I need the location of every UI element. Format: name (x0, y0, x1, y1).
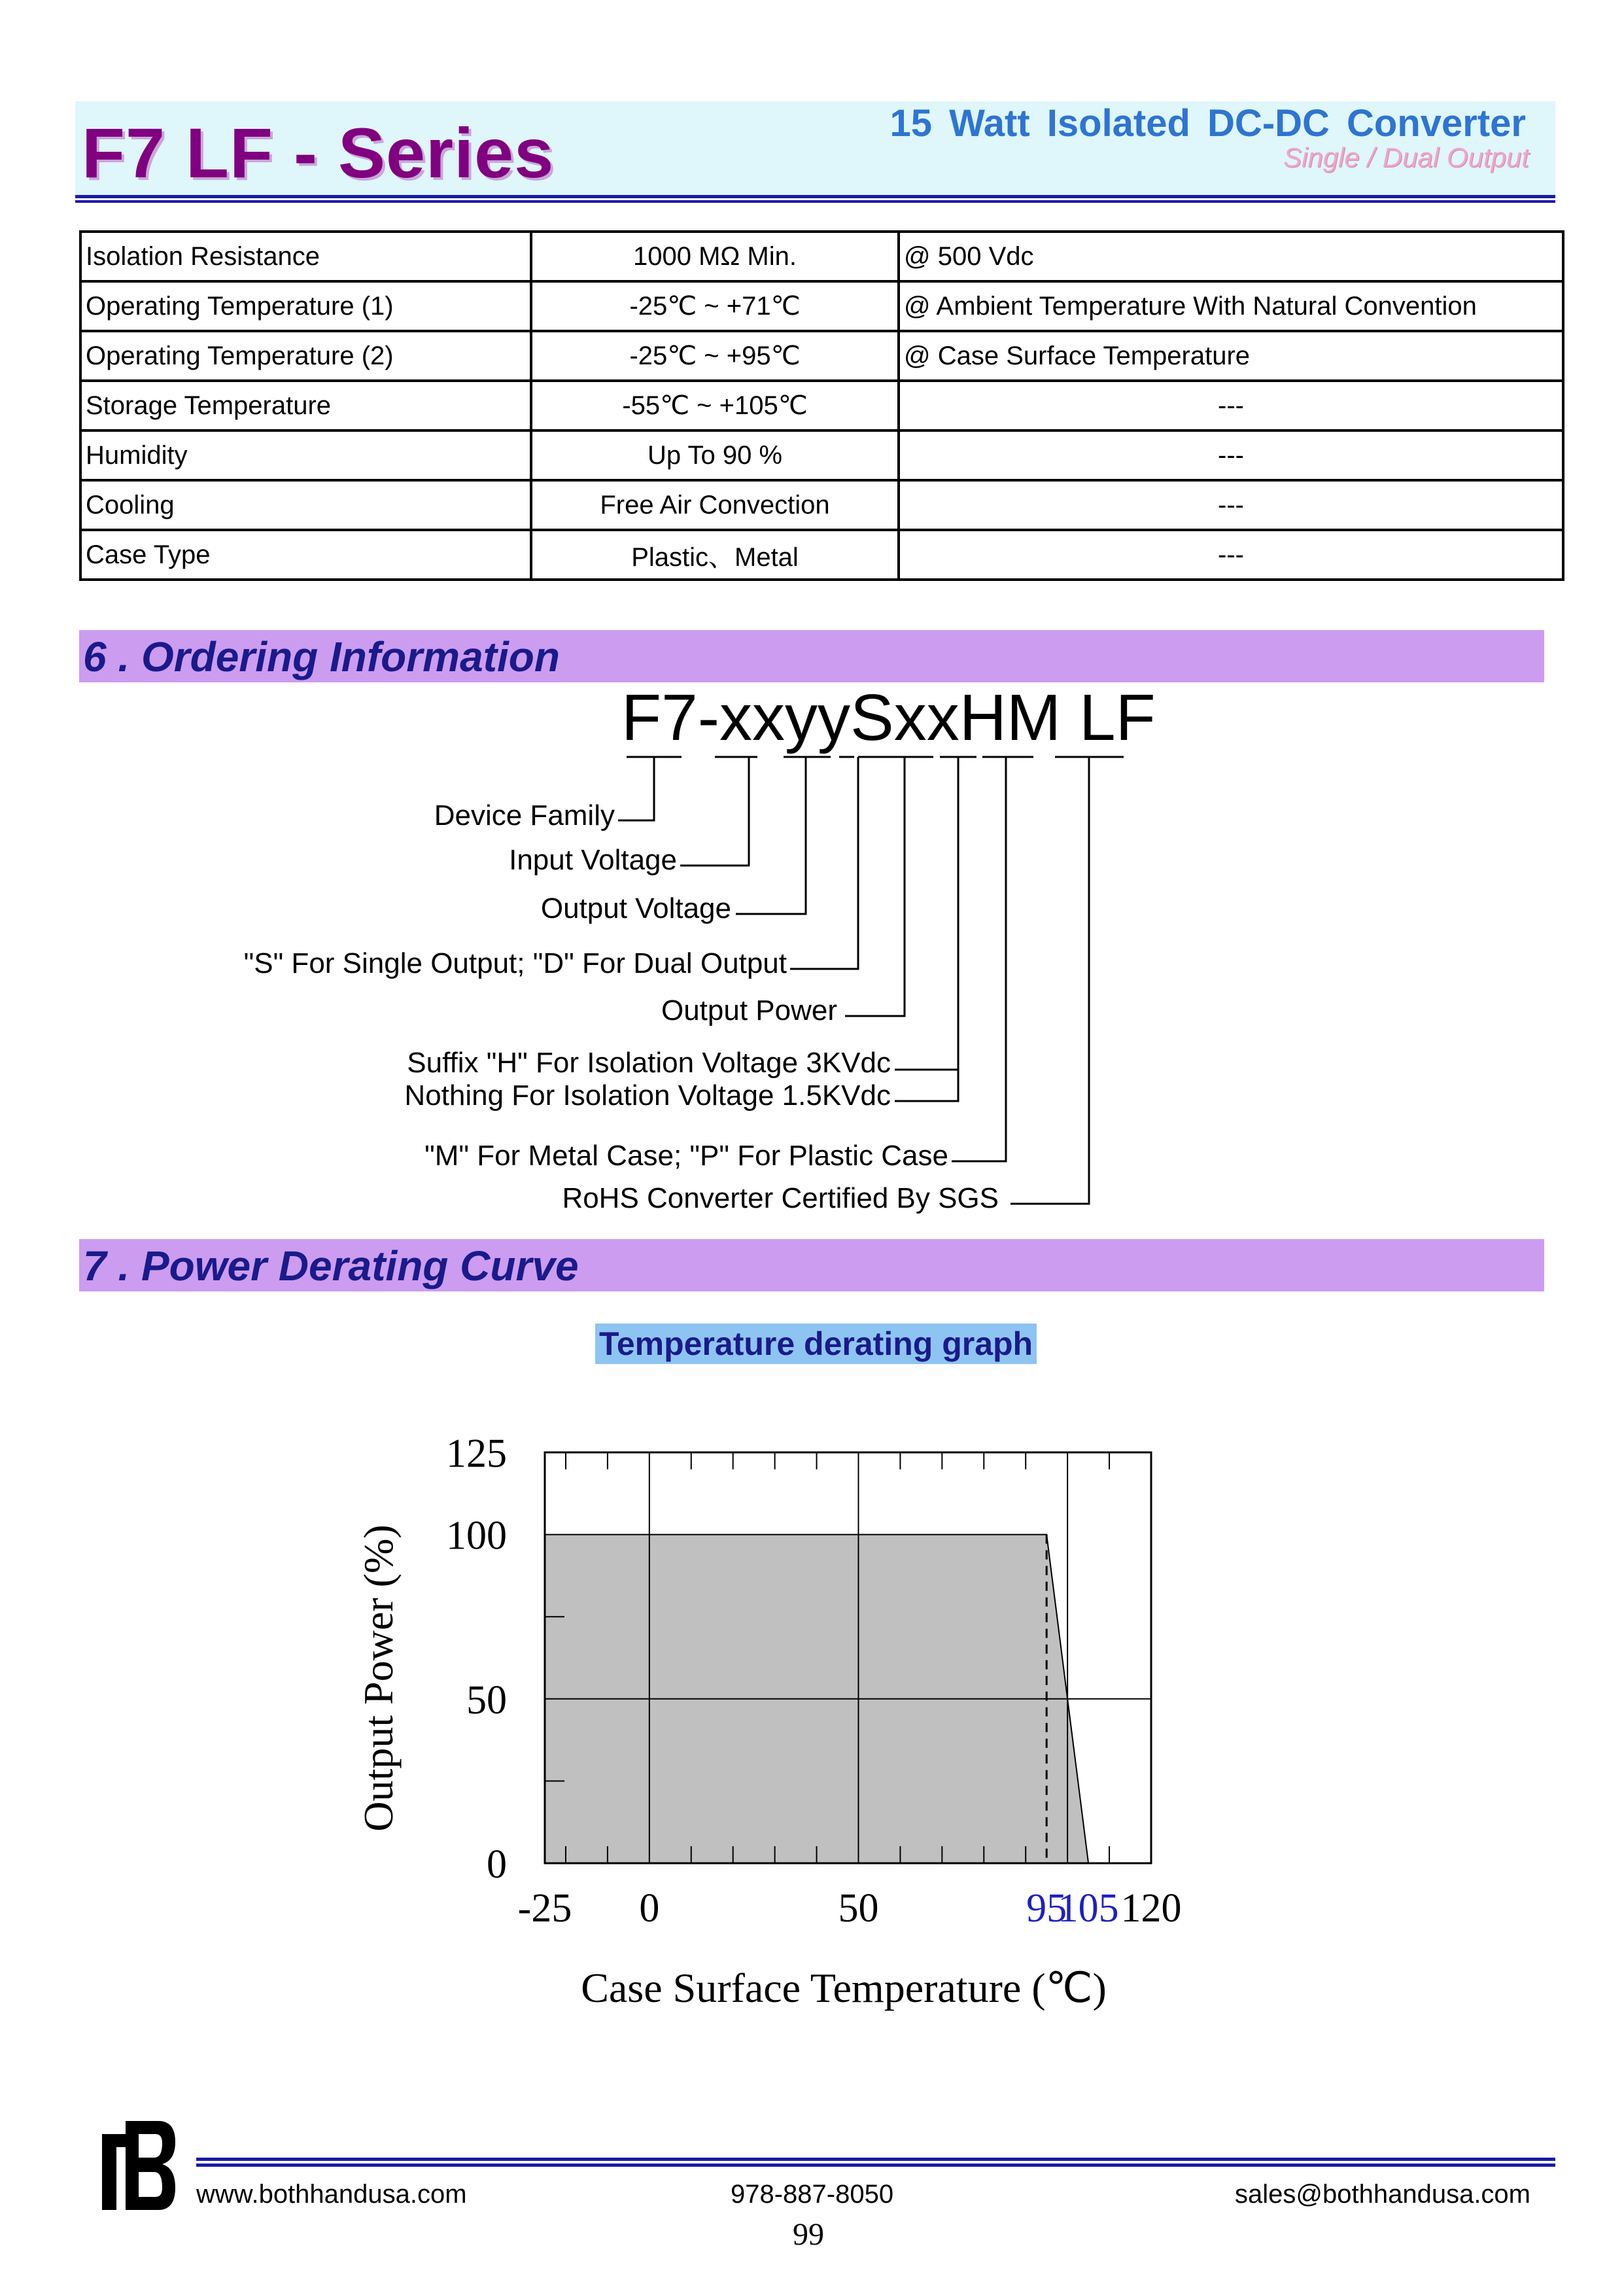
spec-value: -55℃ ~ +105℃ (531, 381, 899, 430)
ordering-label: RoHS Converter Certified By SGS (562, 1182, 999, 1214)
x-tick-label: -25 (517, 1886, 572, 1931)
chart-title: Temperature derating graph (595, 1323, 1037, 1364)
x-tick-label: 105 (1058, 1886, 1119, 1931)
series-title: F7 LF - Series (82, 113, 555, 192)
spec-parameter: Isolation Resistance (80, 232, 531, 281)
ordering-heading: 6 . Ordering Information (83, 633, 560, 680)
spec-value: Free Air Convection (531, 480, 899, 530)
y-tick-label: 125 (446, 1431, 507, 1476)
spec-condition: --- (899, 480, 1563, 530)
x-axis-label: Case Surface Temperature (℃) (581, 1965, 1107, 2011)
x-tick-label: 120 (1120, 1886, 1182, 1931)
page-number: 99 (793, 2217, 824, 2252)
spec-value: Plastic、Metal (531, 530, 899, 580)
spec-condition: @ 500 Vdc (899, 232, 1563, 281)
spec-parameter: Storage Temperature (80, 381, 531, 430)
x-tick-label: 0 (639, 1886, 660, 1931)
ordering-label: Device Family (434, 799, 615, 832)
ordering-label: Nothing For Isolation Voltage 1.5KVdc (404, 1079, 891, 1112)
spec-value: -25℃ ~ +71℃ (531, 281, 899, 331)
ordering-label: Input Voltage (509, 844, 677, 876)
spec-parameter: Cooling (80, 480, 531, 530)
ordering-label: "M" For Metal Case; "P" For Plastic Case (424, 1140, 948, 1172)
spec-condition: --- (899, 530, 1563, 580)
product-description: 15 Watt Isolated DC-DC Converter (890, 102, 1526, 145)
ordering-label: "S" For Single Output; "D" For Dual Output (243, 947, 787, 979)
ordering-label: Output Power (661, 994, 837, 1026)
spec-parameter: Operating Temperature (1) (80, 281, 531, 331)
y-tick-label: 50 (466, 1677, 507, 1723)
spec-value: -25℃ ~ +95℃ (531, 331, 899, 381)
spec-condition: --- (899, 381, 1563, 430)
footer-rule-top (196, 2158, 1555, 2161)
spec-condition: --- (899, 430, 1563, 480)
spec-parameter: Case Type (80, 530, 531, 580)
spec-parameter: Humidity (80, 430, 531, 480)
ordering-label: Suffix "H" For Isolation Voltage 3KVdc (407, 1047, 891, 1079)
part-code: F7-xxyySxxHM LF (621, 681, 1156, 754)
output-type: Single / Dual Output (1283, 142, 1529, 173)
spec-value: 1000 MΩ Min. (531, 232, 899, 281)
bothhand-logo-icon (99, 2120, 177, 2211)
footer-phone: 978-887-8050 (731, 2180, 894, 2209)
footer-website-link[interactable]: www.bothhandusa.com (196, 2180, 467, 2209)
ordering-label: Output Voltage (540, 892, 731, 924)
y-tick-label: 0 (487, 1842, 507, 1887)
y-axis-label: Output Power (%) (355, 1524, 402, 1832)
spec-parameter: Operating Temperature (2) (80, 331, 531, 381)
x-tick-label: 50 (838, 1886, 879, 1931)
footer-rule-bottom (196, 2164, 1555, 2167)
x-tick-label: 95 (1026, 1886, 1067, 1931)
y-tick-label: 100 (446, 1513, 507, 1558)
spec-value: Up To 90 % (531, 430, 899, 480)
spec-condition: @ Ambient Temperature With Natural Convention (899, 281, 1563, 331)
derating-heading: 7 . Power Derating Curve (83, 1242, 579, 1289)
footer-email-link[interactable]: sales@bothhandusa.com (1235, 2180, 1530, 2209)
spec-condition: @ Case Surface Temperature (899, 331, 1563, 381)
